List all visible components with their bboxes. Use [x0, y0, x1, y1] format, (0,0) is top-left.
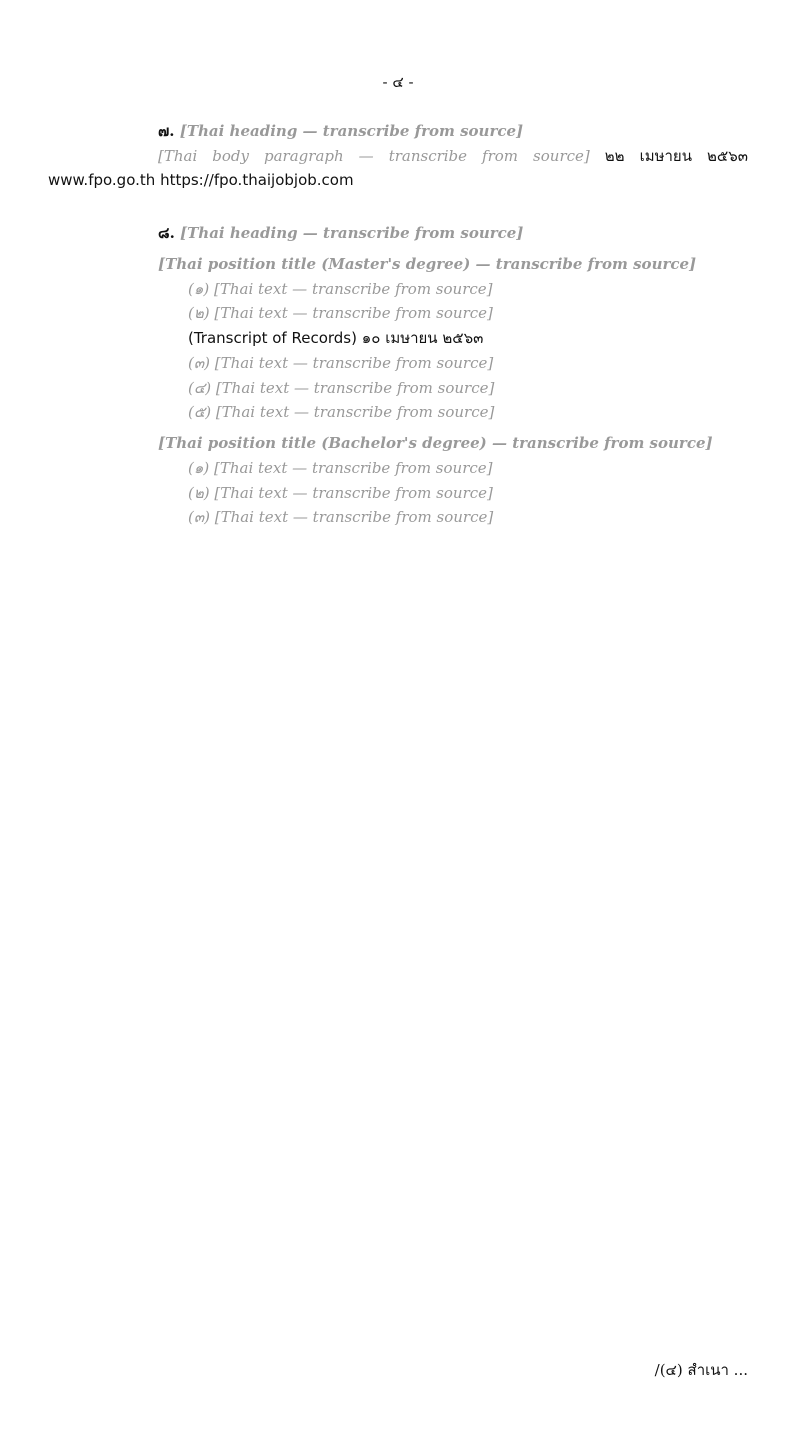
section-7-date: ๒๒ เมษายน ๒๕๖๓ [604, 146, 748, 165]
section-8-heading [48, 221, 748, 246]
section-8-number: ๘. [158, 224, 175, 242]
masters-item-5: (๕) [Thai text — transcribe from source] [188, 403, 495, 422]
thaijobjob-url: https://fpo.thaijobjob.com [160, 171, 354, 190]
bachelors-items [48, 456, 748, 530]
fpo-url: www.fpo.go.th [48, 171, 156, 190]
section-7-heading [48, 119, 748, 144]
section-8-title: [Thai heading — transcribe from source] [180, 224, 524, 242]
transcript-label: (Transcript of Records) [188, 329, 357, 347]
bachelors-item-2: (๒) [Thai text — transcribe from source] [188, 483, 493, 502]
section-7-number: ๗. [158, 121, 175, 140]
closing-date: ๑๐ เมษายน ๒๕๖๓ [361, 329, 484, 347]
page-number: - ๔ - [382, 73, 414, 91]
section-7-text: [Thai body paragraph — transcribe from source] [158, 146, 590, 165]
bachelors-item-3: (๓) [Thai text — transcribe from source] [188, 508, 494, 527]
continuation-marker: /(๔) สำเนา ... [654, 1361, 748, 1380]
bachelors-item-1: (๑) [Thai text — transcribe from source] [188, 458, 493, 477]
masters-items [48, 277, 748, 426]
position-masters-heading: [Thai position title (Master's degree) — transcribe from source] [158, 254, 697, 273]
masters-item-1: (๑) [Thai text — transcribe from source] [188, 279, 493, 298]
section-7-body [48, 144, 748, 194]
position-bachelors-heading: [Thai position title (Bachelor's degree) — transcribe from source] [158, 434, 713, 452]
masters-item-2: (๒) [Thai text — transcribe from source] [188, 304, 493, 323]
masters-item-2-details [48, 326, 748, 351]
masters-item-4: (๔) [Thai text — transcribe from source] [188, 378, 495, 397]
section-7-title: [Thai heading — transcribe from source] [179, 121, 524, 140]
masters-item-3: (๓) [Thai text — transcribe from source] [188, 353, 494, 372]
